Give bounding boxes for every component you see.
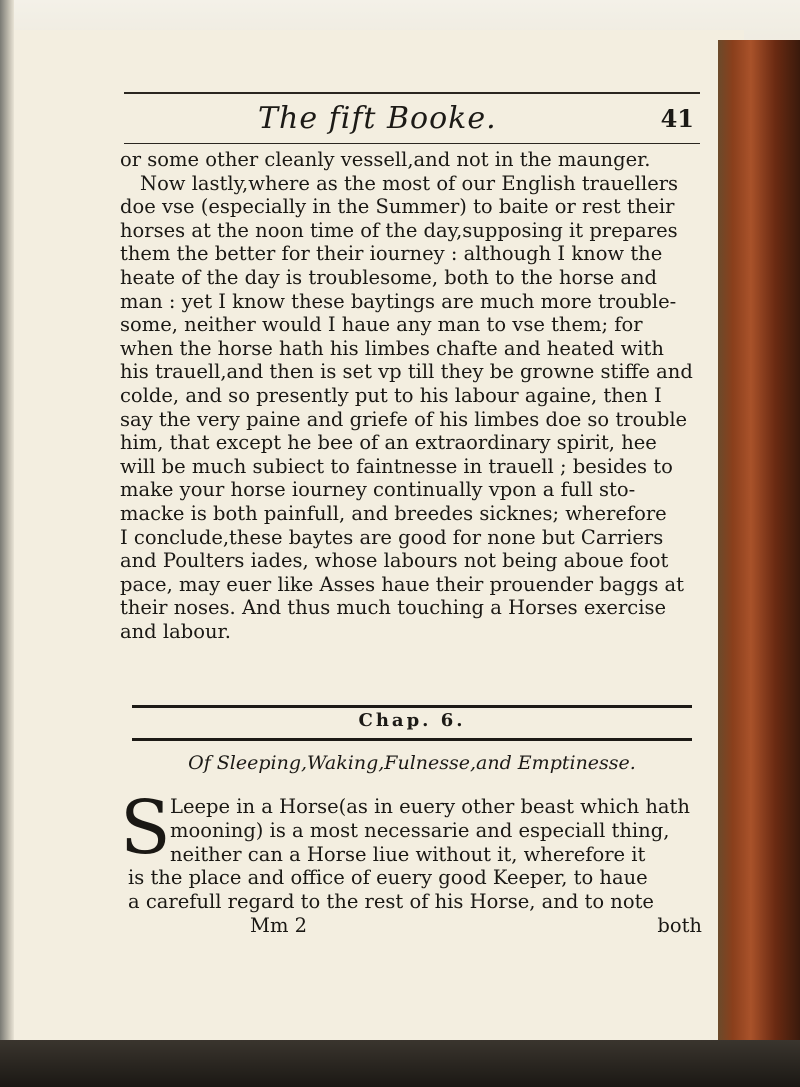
drop-cap: S (120, 785, 171, 871)
text-line: neither can a Horse liue without it, wherefore it (170, 842, 646, 866)
paragraph-horse-exercise (120, 148, 720, 643)
text-line: macke is both painfull, and breedes sicknes; wherefore (120, 501, 667, 525)
running-title: The fift Booke. (258, 100, 497, 136)
scan-bottom-edge (0, 1040, 800, 1087)
text-line: and labour. (120, 619, 231, 643)
text-line: man : yet I know these baytings are much more trouble- (120, 289, 677, 313)
chapter-rule-top (132, 705, 692, 708)
text-line: or some other cleanly vessell,and not in the maunger. (120, 148, 651, 171)
text-line: and Poulters iades, whose labours not being aboue foot (120, 549, 669, 573)
text-line: doe vse (especially in the Summer) to baite or rest their (120, 195, 675, 219)
text-line: heate of the day is troublesome, both to the horse and (120, 265, 658, 289)
text-line: will be much subiect to faintnesse in trauell ; besides to (120, 454, 673, 478)
catchword: both (657, 913, 702, 937)
text-line: is the place and office of euery good Keeper, to haue (128, 866, 648, 890)
text-line: Leepe in a Horse(as in euery other beast which hath (170, 795, 690, 818)
text-line: Now lastly,where as the most of our English trauellers (140, 171, 679, 195)
scan-left-edge (0, 0, 14, 1087)
text-line: their noses. And thus much touching a Horses exercise (120, 596, 666, 620)
text-line: him, that except he bee of an extraordinary spirit, hee (120, 431, 657, 455)
paragraph-sleeping (120, 785, 720, 938)
chapter-subtitle: Of Sleeping,Waking,Fulnesse,and Emptinesse. (188, 752, 636, 774)
text-line: horses at the noon time of the day,supposing it prepares (120, 218, 678, 242)
page-number: 41 (660, 103, 694, 133)
header-rule (124, 92, 700, 94)
text-line: pace, may euer like Asses haue their prouender baggs at (120, 572, 684, 596)
running-head (130, 96, 700, 140)
chapter-rule-bottom (132, 738, 692, 741)
signature-mark: Mm 2 (250, 913, 308, 937)
text-line: them the better for their iourney : although I know the (120, 242, 663, 266)
text-line: make your horse iourney continually vpon a full sto- (120, 478, 636, 502)
text-line: say the very paine and griefe of his limbes doe so trouble (120, 407, 688, 431)
text-line: when the horse hath his limbes chafte and heated with (120, 336, 664, 360)
header-underline (124, 143, 700, 144)
text-line: his trauell,and then is set vp till they be growne stiffe and (120, 360, 693, 384)
text-line: I conclude,these baytes are good for none but Carriers (120, 525, 664, 549)
chapter-heading: Chap. 6. (358, 710, 466, 731)
text-line: a carefull regard to the rest of his Horse, and to note (128, 890, 654, 914)
text-line: colde, and so presently put to his labour againe, then I (120, 383, 662, 407)
text-line: mooning) is a most necessarie and especiall thing, (170, 818, 670, 842)
signature-line (120, 914, 720, 938)
leather-binding (718, 40, 800, 1050)
text-line: some, neither would I haue any man to vse them; for (120, 313, 643, 337)
